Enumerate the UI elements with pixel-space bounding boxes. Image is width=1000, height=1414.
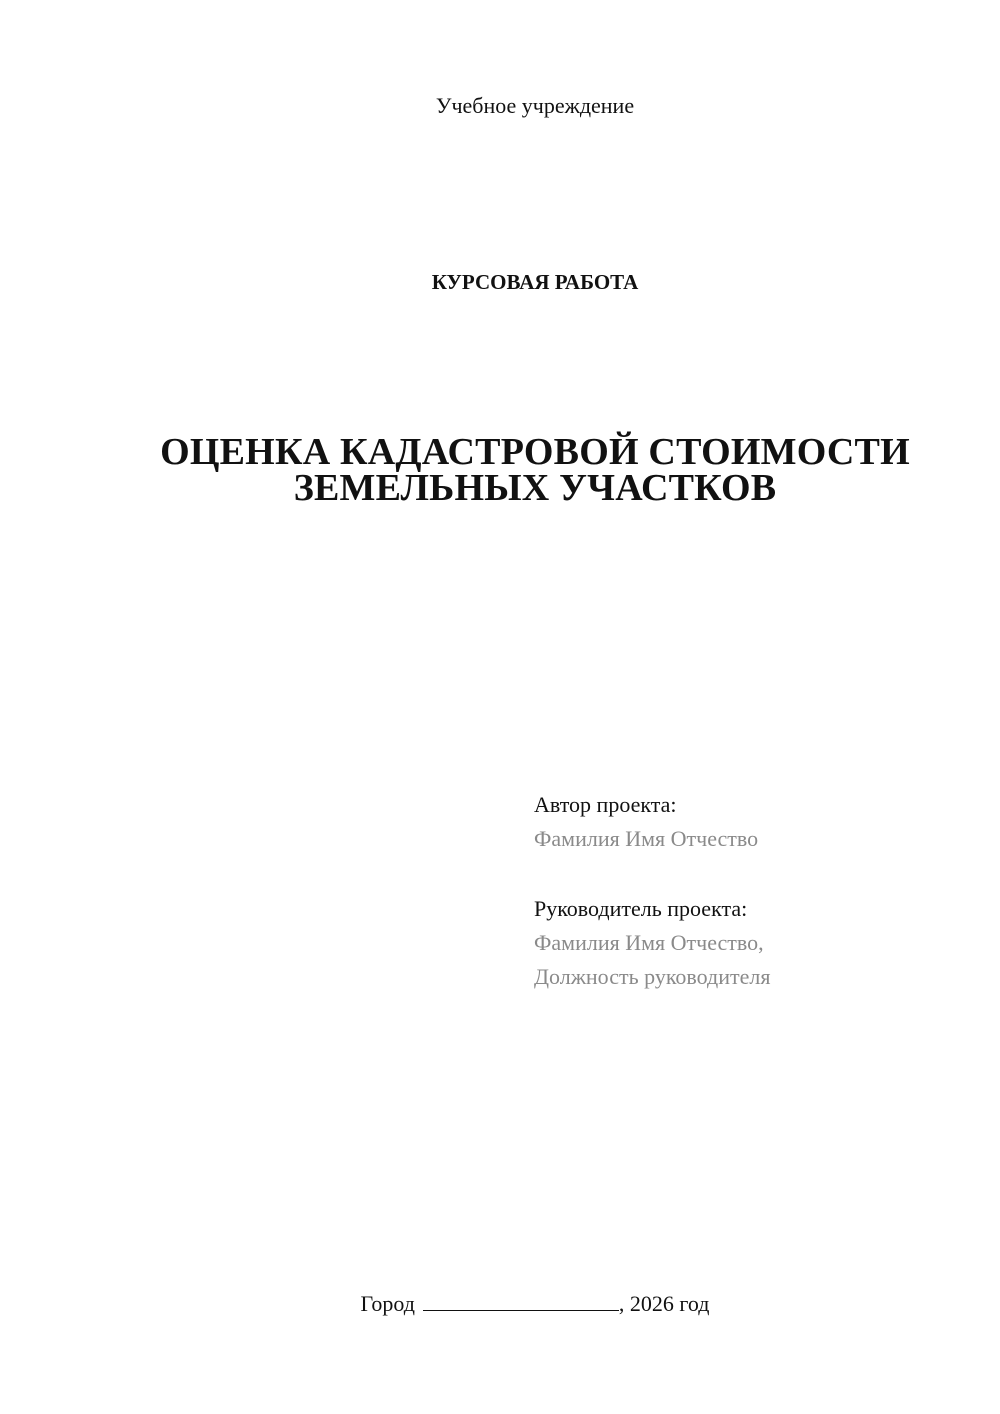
author-name: Фамилия Имя Отчество xyxy=(534,826,759,851)
year-text: , 2026 год xyxy=(618,1291,710,1316)
city-year-line xyxy=(0,1289,1000,1319)
title-line-1: ОЦЕНКА КАДАСТРОВОЙ СТОИМОСТИ xyxy=(160,431,910,473)
author-label: Автор проекта: xyxy=(534,792,677,817)
city-blank-line xyxy=(423,1292,619,1311)
document-title xyxy=(0,431,1000,509)
city-label: Город xyxy=(360,1291,415,1316)
info-spacer xyxy=(534,856,770,892)
work-type: КУРСОВАЯ РАБОТА xyxy=(431,270,639,294)
supervisor-label: Руководитель проекта: xyxy=(534,896,748,921)
supervisor-name: Фамилия Имя Отчество, xyxy=(534,930,764,955)
institution-name: Учебное учреждение xyxy=(435,93,635,118)
title-line-2: ЗЕМЕЛЬНЫХ УЧАСТКОВ xyxy=(293,467,777,509)
supervisor-position: Должность руководителя xyxy=(534,964,771,989)
project-info xyxy=(534,788,770,994)
